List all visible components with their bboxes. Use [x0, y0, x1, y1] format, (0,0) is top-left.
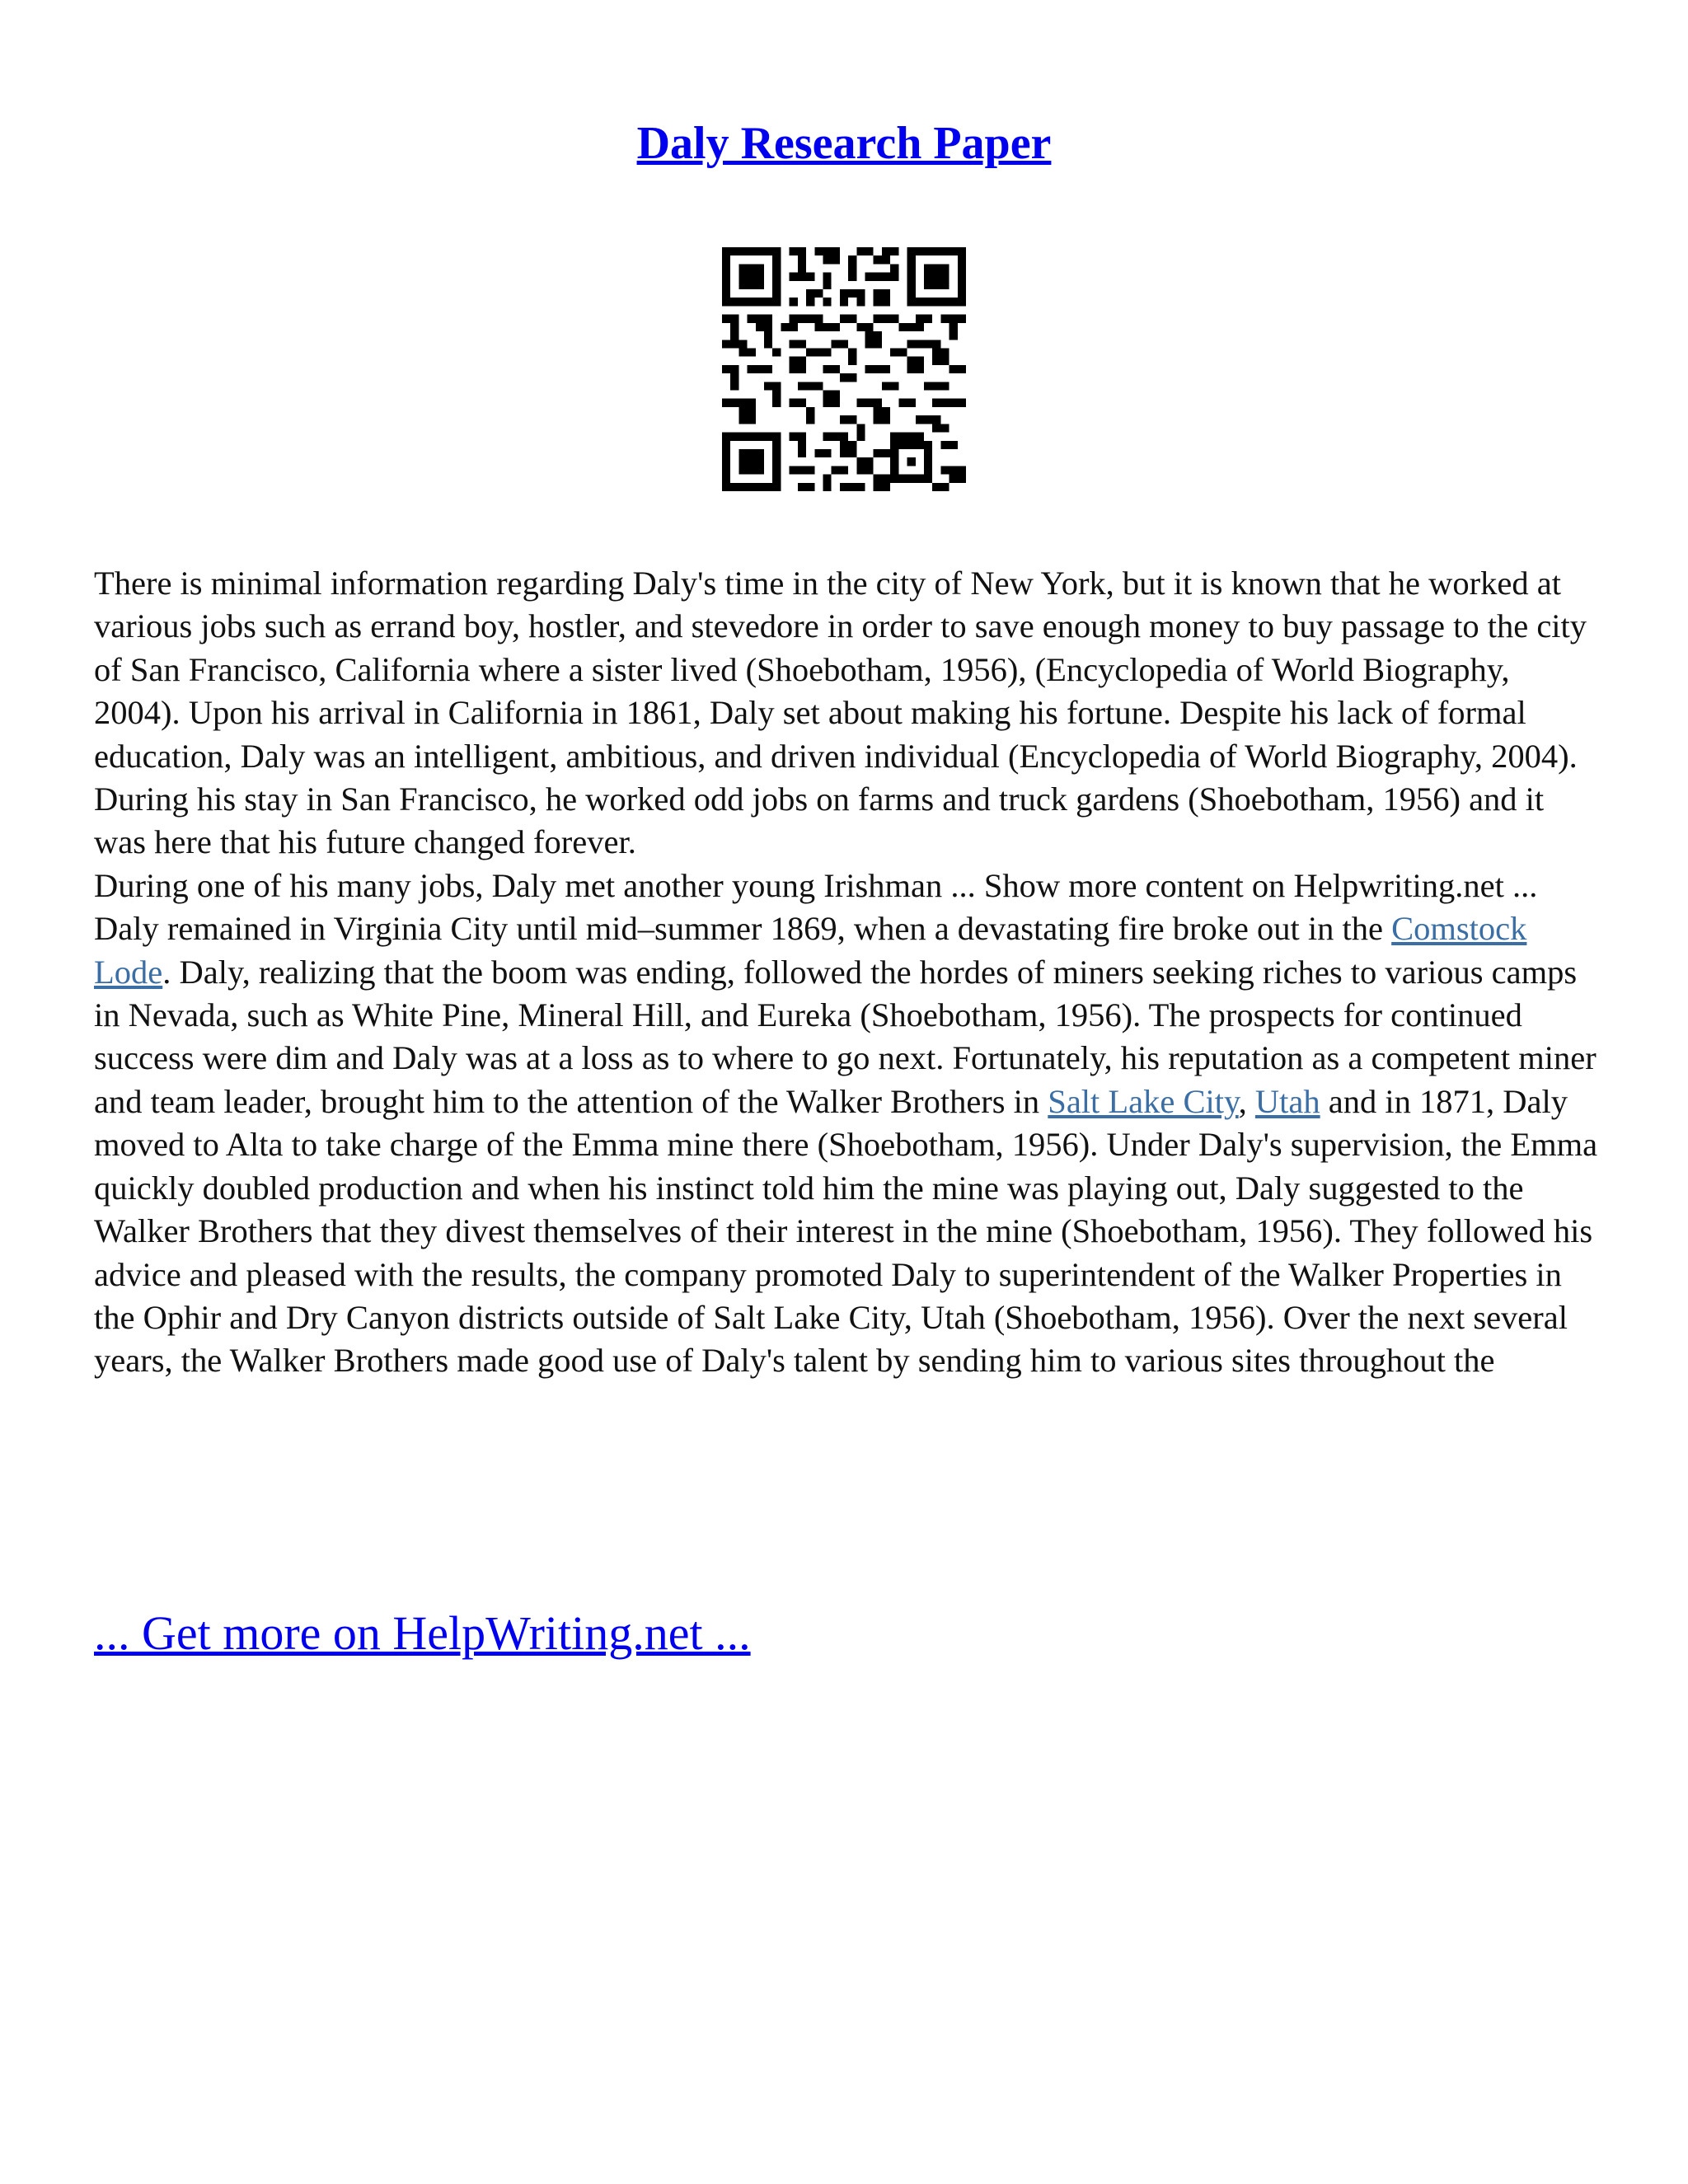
paragraph: There is minimal information regarding Daly's time in the city of New York, but it is known that he worked at various jobs such as errand boy, hostler, and stevedore in order to save enough money to buy passage to the city of San Francisco, California where a sister lived (Shoebotham, 1956), (Encyclopedia of World Biography, 2004). Upon his arrival in California in 1861, Daly set about making his fortune. Despite his lack of formal education, Daly was an intelligent, ambitious, and driven individual (Encyclopedia of World Biography, 2004). During his stay in San Francisco, he worked odd jobs on farms and truck gardens (Shoebotham, 1956) and it was here that his future changed forever.: [94, 565, 1587, 861]
more-section: [94, 1604, 751, 1663]
paragraph: [94, 907, 1602, 1382]
paragraph-text: Daly remained in Virginia City until mid–summer 1869, when a devastating fire broke out in the: [94, 910, 1392, 948]
salt-lake-city-link[interactable]: Salt Lake City: [1048, 1082, 1239, 1120]
utah-link[interactable]: Utah: [1254, 1082, 1320, 1120]
paragraph-text: and in 1871, Daly moved to Alta to take charge of the Emma mine there (Shoebotham, 1956). Under Daly's supervision, the Emma quickly doubled production and when his instinct told him the mine was playing out, Daly suggested to the Walker Brothers that they divest themselves of their interest in the mine (Shoebotham, 1956). They followed his advice and pleased with the results, the company promoted Daly to superintendent of the Walker Properties in the Ophir and Dry Canyon districts outside of Salt Lake City, Utah (Shoebotham, 1956). Over the next several years, the Walker Brothers made good use of Daly's talent by sending him to various sites throughout the: [94, 1082, 1598, 1380]
paragraph: During one of his many jobs, Daly met another young Irishman ... Show more content on Helpwriting.net ...: [94, 866, 1538, 904]
page-title: [0, 114, 1688, 173]
paragraph-text: . Daly, realizing that the boom was ending, followed the hordes of miners seeking riches to various camps in Nevada, such as White Pine, Mineral Hill, and Eureka (Shoebotham, 1956). The prospects for continued success were dim and Daly was at a loss as to where to go next. Fortunately, his reputation as a competent miner and team leader, brought him to the attention of the Walker Brothers in: [94, 953, 1597, 1120]
paragraph-text: ,: [1238, 1082, 1255, 1120]
qr-code-icon: [722, 247, 966, 491]
get-more-link[interactable]: ... Get more on HelpWriting.net ...: [94, 1606, 751, 1660]
title-link[interactable]: Daly Research Paper: [636, 118, 1052, 169]
comstock-lode-link[interactable]: Comstock Lode: [94, 910, 1527, 991]
article-body: [94, 562, 1602, 1383]
